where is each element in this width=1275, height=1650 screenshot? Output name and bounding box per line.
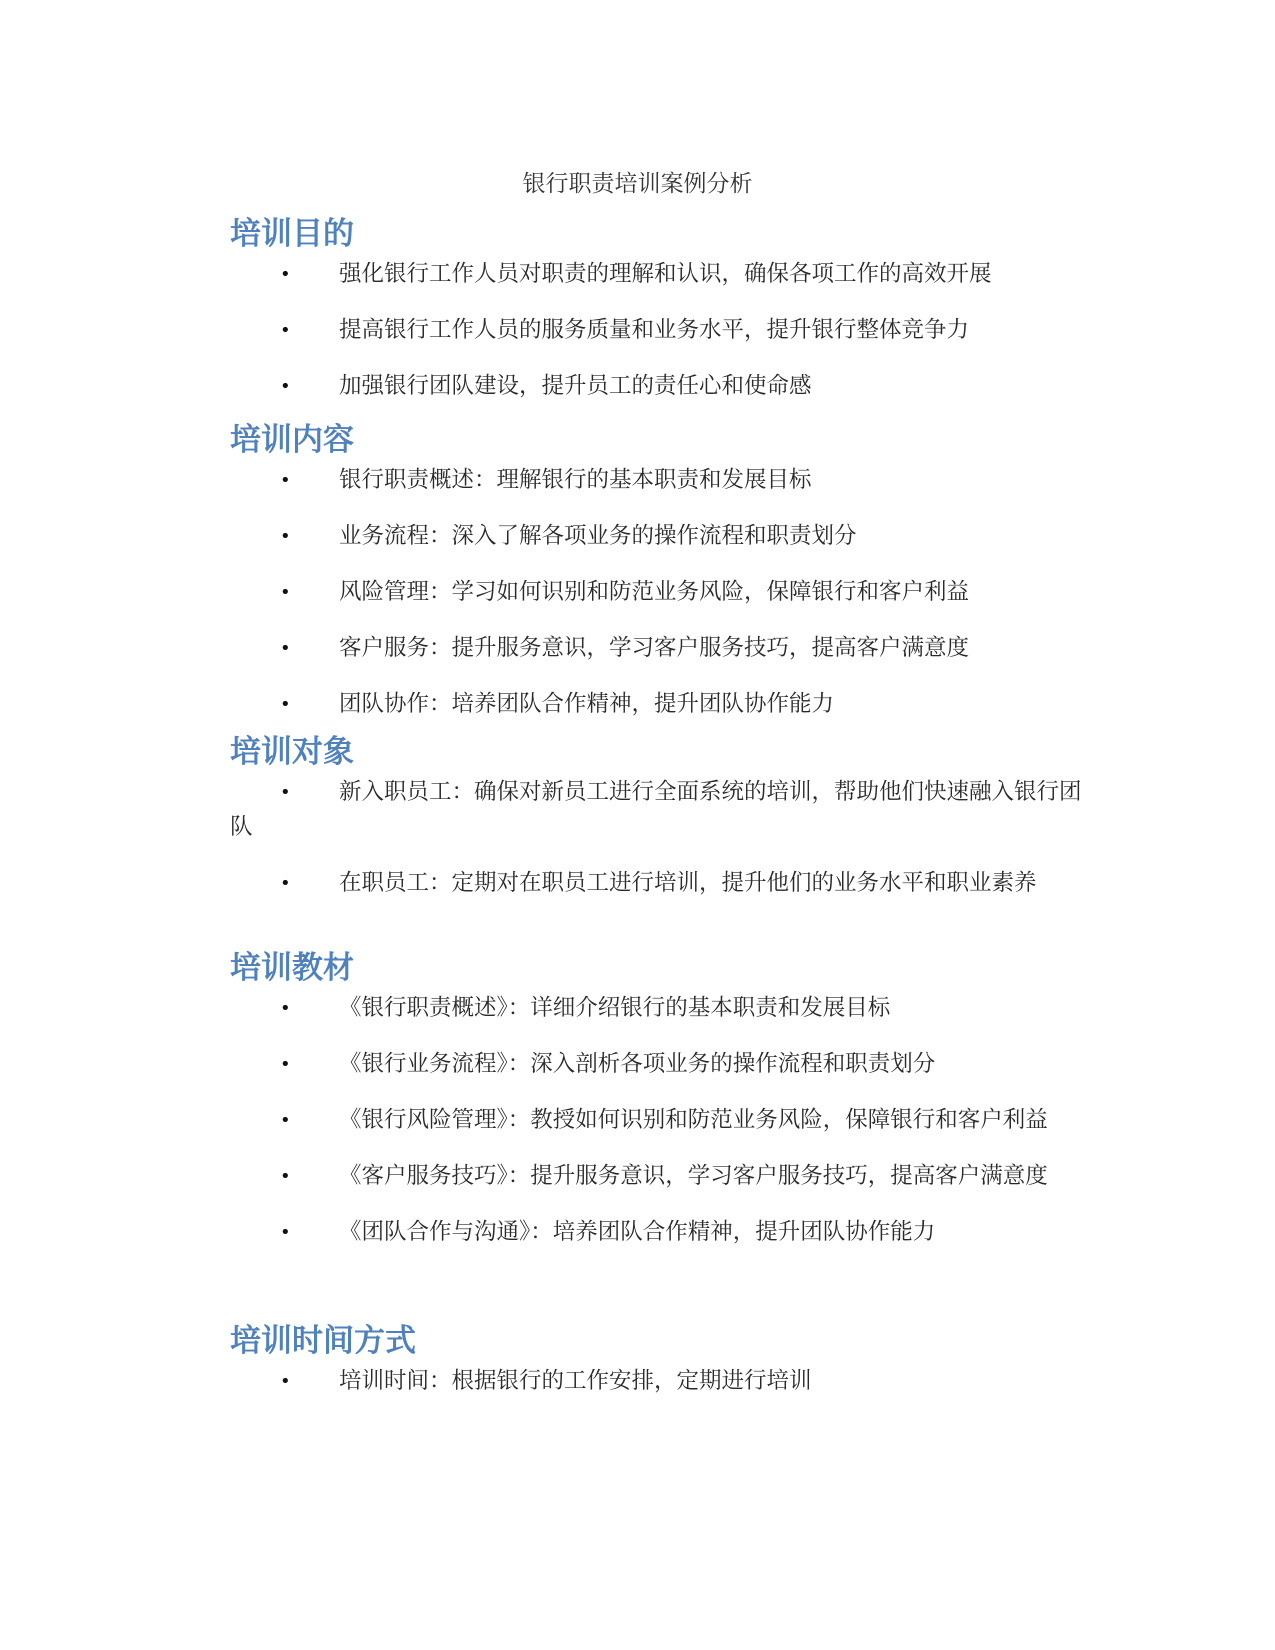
section-heading: 培训内容 — [230, 422, 354, 458]
list-item: • 银行职责概述：理解银行的基本职责和发展目标 — [230, 463, 1090, 498]
list-item: • 风险管理：学习如何识别和防范业务风险，保障银行和客户利益 — [230, 575, 1090, 610]
bullet-icon: • — [280, 376, 291, 397]
bullet-icon: • — [280, 264, 291, 285]
list-item: • 《团队合作与沟通》：培养团队合作精神，提升团队协作能力 — [230, 1215, 1090, 1250]
bullet-icon: • — [280, 782, 291, 803]
bullet-list — [230, 463, 1090, 722]
bullet-icon: • — [280, 1371, 291, 1392]
bullet-icon: • — [280, 694, 291, 715]
section-schedule — [230, 1322, 1090, 1420]
list-item: • 团队协作：培养团队合作精神，提升团队协作能力 — [230, 687, 1090, 722]
list-item: • 客户服务：提升服务意识，学习客户服务技巧，提高客户满意度 — [230, 631, 1090, 666]
bullet-icon: • — [280, 470, 291, 491]
bullet-icon: • — [280, 1110, 291, 1131]
list-item: • 在职员工：定期对在职员工进行培训，提升他们的业务水平和职业素养 — [230, 866, 1090, 901]
bullet-icon: • — [280, 1222, 291, 1243]
bullet-icon: • — [280, 582, 291, 603]
list-item: • 业务流程：深入了解各项业务的操作流程和职责划分 — [230, 519, 1090, 554]
section-materials — [230, 949, 1090, 1271]
bullet-icon: • — [280, 1054, 291, 1075]
list-item: • 新入职员工：确保对新员工进行全面系统的培训，帮助他们快速融入银行团队 — [230, 775, 1090, 845]
section-heading: 培训目的 — [230, 216, 354, 252]
section-audience — [230, 733, 1090, 922]
section-heading: 培训对象 — [230, 734, 354, 770]
list-item: • 强化银行工作人员对职责的理解和认识，确保各项工作的高效开展 — [230, 257, 1090, 292]
list-item: • 《银行职责概述》：详细介绍银行的基本职责和发展目标 — [230, 991, 1090, 1026]
bullet-icon: • — [280, 320, 291, 341]
bullet-icon: • — [280, 1166, 291, 1187]
list-item: • 培训时间：根据银行的工作安排，定期进行培训 — [230, 1364, 1090, 1399]
bullet-icon: • — [280, 873, 291, 894]
list-item: • 加强银行团队建设，提升员工的责任心和使命感 — [230, 369, 1090, 404]
list-item: • 提高银行工作人员的服务质量和业务水平，提升银行整体竞争力 — [230, 313, 1090, 348]
list-item: • 《银行业务流程》：深入剖析各项业务的操作流程和职责划分 — [230, 1047, 1090, 1082]
bullet-icon: • — [280, 526, 291, 547]
section-purpose — [230, 215, 1090, 425]
bullet-icon: • — [280, 998, 291, 1019]
bullet-list — [230, 1364, 1090, 1399]
section-content — [230, 421, 1090, 743]
list-item: • 《银行风险管理》：教授如何识别和防范业务风险，保障银行和客户利益 — [230, 1103, 1090, 1138]
bullet-list — [230, 775, 1090, 901]
section-heading: 培训教材 — [230, 950, 354, 986]
bullet-list — [230, 991, 1090, 1250]
bullet-icon: • — [280, 638, 291, 659]
bullet-list — [230, 257, 1090, 404]
list-item: • 《客户服务技巧》：提升服务意识，学习客户服务技巧，提高客户满意度 — [230, 1159, 1090, 1194]
document-title: 银行职责培训案例分析 — [522, 171, 753, 197]
section-heading: 培训时间方式 — [230, 1323, 416, 1359]
